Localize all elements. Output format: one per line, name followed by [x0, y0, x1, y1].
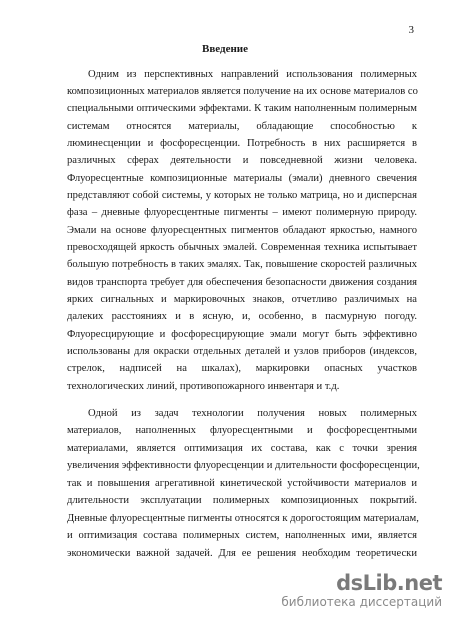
text-line: Эмали на основе флуоресцентных пигментов обладают яркостью, намного [67, 225, 417, 236]
text-line: длительности эксплуатации полимерных композиционных покрытий. [67, 495, 417, 506]
text-line: видов транспорта требует для обеспечения безопасности движения создания [67, 277, 417, 288]
text-line: материалов, наполненных флуоресцентными и фосфоресцентными [67, 425, 417, 436]
text-line: увеличения эффективности флуоресценции и длительности фосфоресценции, [67, 460, 420, 471]
text-line: использованы для окраски отдельных деталей и узлов приборов (индексов, [67, 346, 417, 357]
text-line: люминесценции и фосфоресценции. Потребность в них расширяется в [67, 138, 417, 149]
text-line: Флуоресцирующие и фосфоресцирующие эмали могут быть эффективно [67, 329, 417, 340]
text-line: представляют собой системы, у которых не только матрица, но и дисперсная [67, 190, 417, 201]
text-line: фаза – дневные флуоресцентные пигменты – имеют полимерную природу. [67, 207, 417, 218]
watermark [252, 571, 442, 611]
text-line: большую потребность в таких эмалях. Так, повышение скоростей различных [67, 259, 417, 270]
text-line: так и повышения агрегативной кинетической устойчивости материалов и [67, 478, 417, 489]
text-line: материалами, является оптимизация их состава, как с точки зрения [67, 443, 417, 454]
text-line: далеких расстояниях и в ясную, и, особенно, в пасмурную погоду. [67, 311, 417, 322]
watermark-logo: dsLib.net [336, 571, 442, 595]
page-number: 3 [408, 24, 414, 36]
text-line: ярких сигнальных и маркировочных знаков, отчетливо различимых на [67, 294, 417, 305]
text-line: Дневные флуоресцентные пигменты относятся к дорогостоящим материалам, [67, 513, 419, 524]
text-line: стрелок, надписей на шкалах), маркировки опасных участков [67, 363, 417, 374]
text-line: Флуоресцентные композиционные материалы (эмали) дневного свечения [67, 173, 417, 184]
text-line: композиционных материалов является получение на их основе материалов со [67, 86, 418, 97]
text-line: Одним из перспективных направлений использования полимерных [88, 69, 417, 80]
text-line: экономически важной задачей. Для ее решения необходим теоретически [67, 548, 417, 559]
text-line: и оптимизация состава полимерных систем, наполненных ими, является [67, 530, 417, 541]
text-line: Одной из задач технологии получения новых полимерных [88, 408, 417, 419]
text-line: технологических линий, противопожарного инвентаря и т.д. [67, 381, 340, 392]
document-title: Введение [201, 43, 249, 55]
text-line: различных сферах деятельности и повседневной жизни человека. [67, 155, 417, 166]
text-line: специальными оптическими эффектами. К таким наполненным полимерным [67, 103, 417, 114]
watermark-subtitle: библиотека диссертаций [281, 595, 442, 609]
text-line: превосходящей яркость обычных эмалей. Современная техника испытывает [67, 242, 417, 253]
text-line: системам относятся материалы, обладающие способностью к [67, 121, 417, 132]
